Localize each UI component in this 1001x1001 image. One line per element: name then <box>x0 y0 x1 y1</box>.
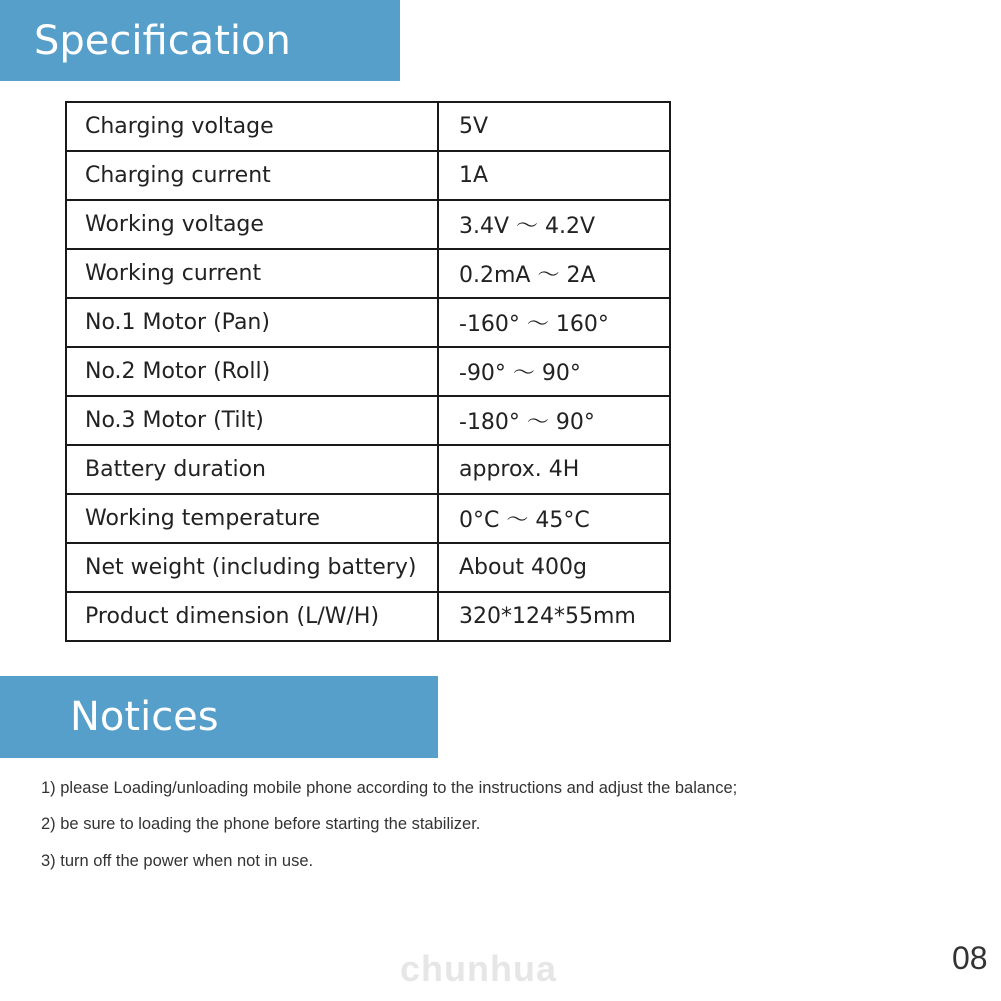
spec-label: Battery duration <box>66 445 438 494</box>
table-row <box>66 494 670 543</box>
spec-label: Product dimension (L/W/H) <box>66 592 438 641</box>
spec-label: No.3 Motor (Tilt) <box>66 396 438 445</box>
spec-label: Net weight (including battery) <box>66 543 438 592</box>
table-row <box>66 445 670 494</box>
specification-banner <box>0 0 400 81</box>
notices-banner <box>0 676 438 758</box>
spec-label: Working current <box>66 249 438 298</box>
spec-value: -180° ～ 90° <box>438 396 670 445</box>
specification-title: Specification <box>34 17 291 64</box>
spec-value: approx. 4H <box>438 445 670 494</box>
notice-item: 3) turn off the power when not in use. <box>41 852 314 870</box>
table-row <box>66 102 670 151</box>
spec-label: Charging current <box>66 151 438 200</box>
page-number: 08 <box>952 940 988 976</box>
specification-table <box>65 101 671 642</box>
spec-value: 0°C ～ 45°C <box>438 494 670 543</box>
spec-label: Charging voltage <box>66 102 438 151</box>
spec-label: Working temperature <box>66 494 438 543</box>
spec-value: 3.4V ～ 4.2V <box>438 200 670 249</box>
spec-value: -90° ～ 90° <box>438 347 670 396</box>
table-row <box>66 347 670 396</box>
watermark: chunhua <box>400 948 557 989</box>
spec-value: -160° ～ 160° <box>438 298 670 347</box>
spec-value: 1A <box>438 151 670 200</box>
table-row <box>66 151 670 200</box>
spec-value: 320*124*55mm <box>438 592 670 641</box>
table-row <box>66 298 670 347</box>
notice-item: 1) please Loading/unloading mobile phone according to the instructions and adjust the balance; <box>41 779 738 797</box>
spec-value: 5V <box>438 102 670 151</box>
notice-item: 2) be sure to loading the phone before starting the stabilizer. <box>41 815 481 833</box>
table-row <box>66 396 670 445</box>
spec-label: No.1 Motor (Pan) <box>66 298 438 347</box>
table-row <box>66 200 670 249</box>
table-row <box>66 249 670 298</box>
notices-title: Notices <box>70 694 219 740</box>
table-row <box>66 543 670 592</box>
table-row <box>66 592 670 641</box>
spec-value: 0.2mA ～ 2A <box>438 249 670 298</box>
spec-label: No.2 Motor (Roll) <box>66 347 438 396</box>
spec-label: Working voltage <box>66 200 438 249</box>
spec-value: About 400g <box>438 543 670 592</box>
